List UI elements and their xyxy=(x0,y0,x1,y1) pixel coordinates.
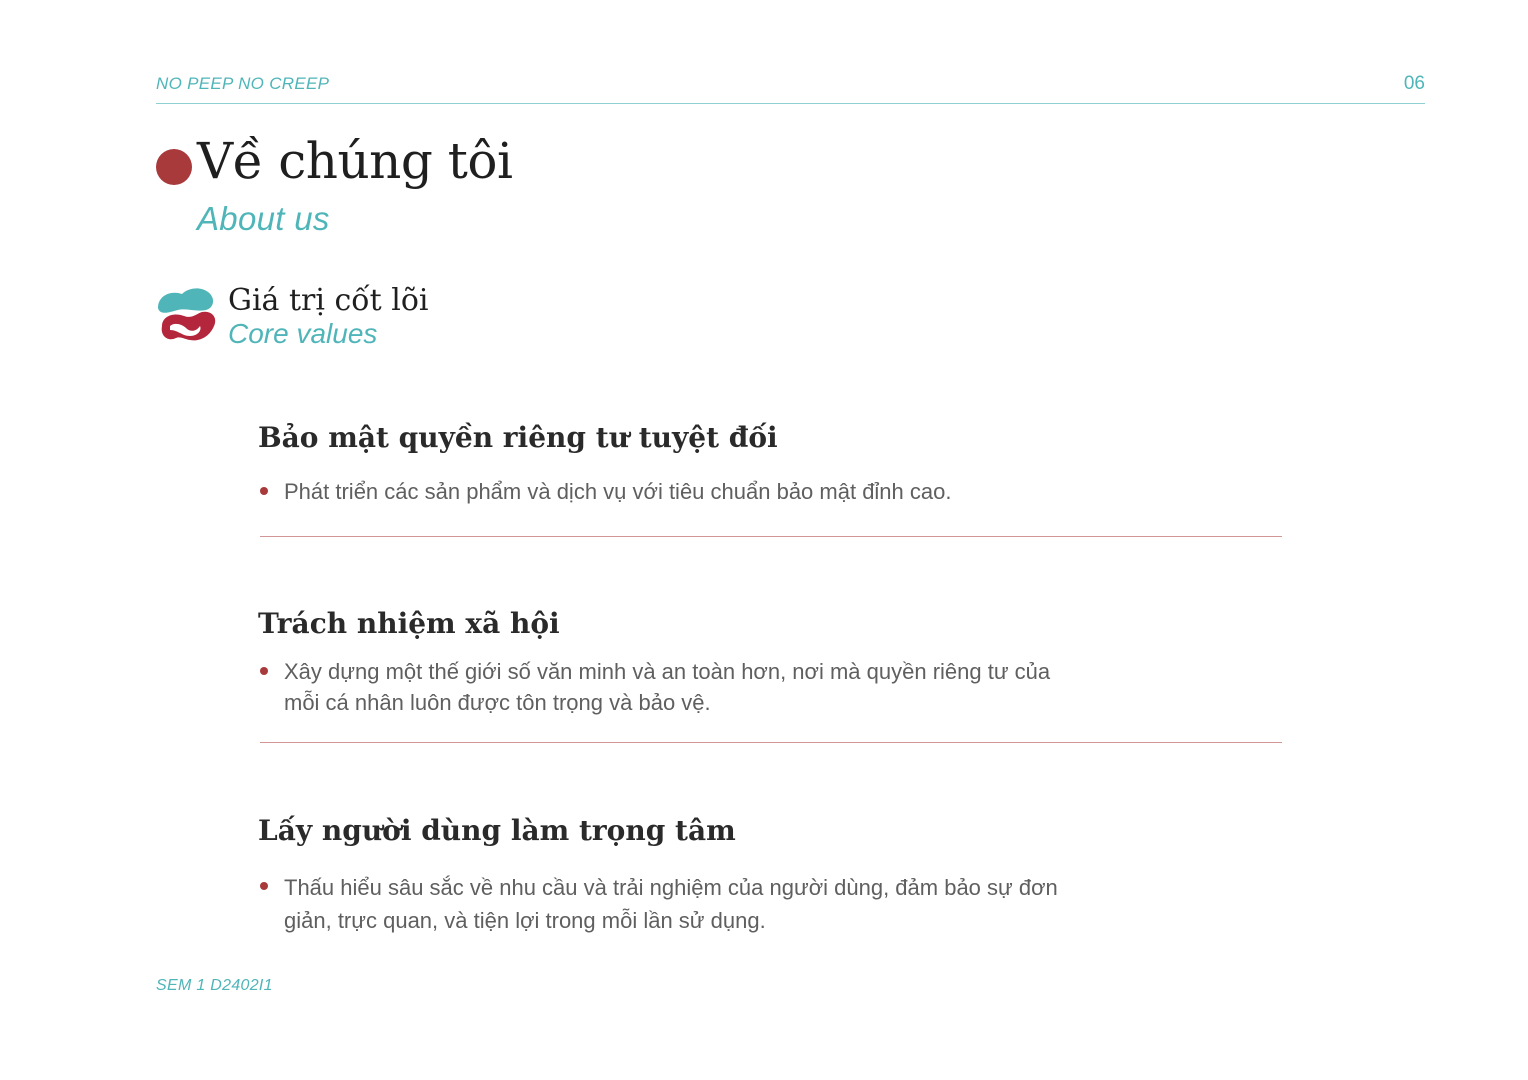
core-value-title: Bảo mật quyền riêng tư tuyệt đối xyxy=(258,421,778,454)
page-title: Về chúng tôi xyxy=(197,132,513,190)
page-number: 06 xyxy=(1403,73,1425,94)
core-value-title: Lấy người dùng làm trọng tâm xyxy=(258,814,736,847)
core-value-3 xyxy=(258,814,1282,937)
core-value-text-line: Xây dựng một thế giới số văn minh và an toàn hơn, nơi mà quyền riêng tư của xyxy=(284,659,1051,684)
section-subtitle: Core values xyxy=(228,318,378,349)
core-value-text-line: Thấu hiểu sâu sắc về nhu cầu và trải nghiệm của người dùng, đảm bảo sự đơn xyxy=(284,875,1058,900)
core-value-description xyxy=(258,476,1282,507)
bullet-dot-icon xyxy=(260,882,268,890)
bullet-dot-icon xyxy=(260,667,268,675)
value-divider xyxy=(260,536,1282,537)
bullet-dot-icon xyxy=(260,487,268,495)
page-subtitle: About us xyxy=(197,200,330,237)
core-value-description xyxy=(258,656,1282,718)
core-value-text: Phát triển các sản phẩm và dịch vụ với tiêu chuẩn bảo mật đỉnh cao. xyxy=(284,479,952,504)
core-value-title: Trách nhiệm xã hội xyxy=(258,607,560,640)
core-value-text-line: giản, trực quan, và tiện lợi trong mỗi lần sử dụng. xyxy=(284,908,766,933)
value-divider xyxy=(260,742,1282,743)
section-title: Giá trị cốt lõi xyxy=(228,283,429,318)
footer-text: SEM 1 D2402I1 xyxy=(156,977,273,994)
core-value-2 xyxy=(258,607,1282,718)
core-value-1 xyxy=(258,421,1282,507)
brand-logo-icon xyxy=(156,286,218,346)
header-divider xyxy=(156,103,1425,104)
core-value-text-line: mỗi cá nhân luôn được tôn trọng và bảo vệ. xyxy=(284,690,711,715)
title-bullet-dot xyxy=(156,149,192,185)
core-value-description xyxy=(258,871,1282,937)
header-brand: NO PEEP NO CREEP xyxy=(156,74,330,93)
